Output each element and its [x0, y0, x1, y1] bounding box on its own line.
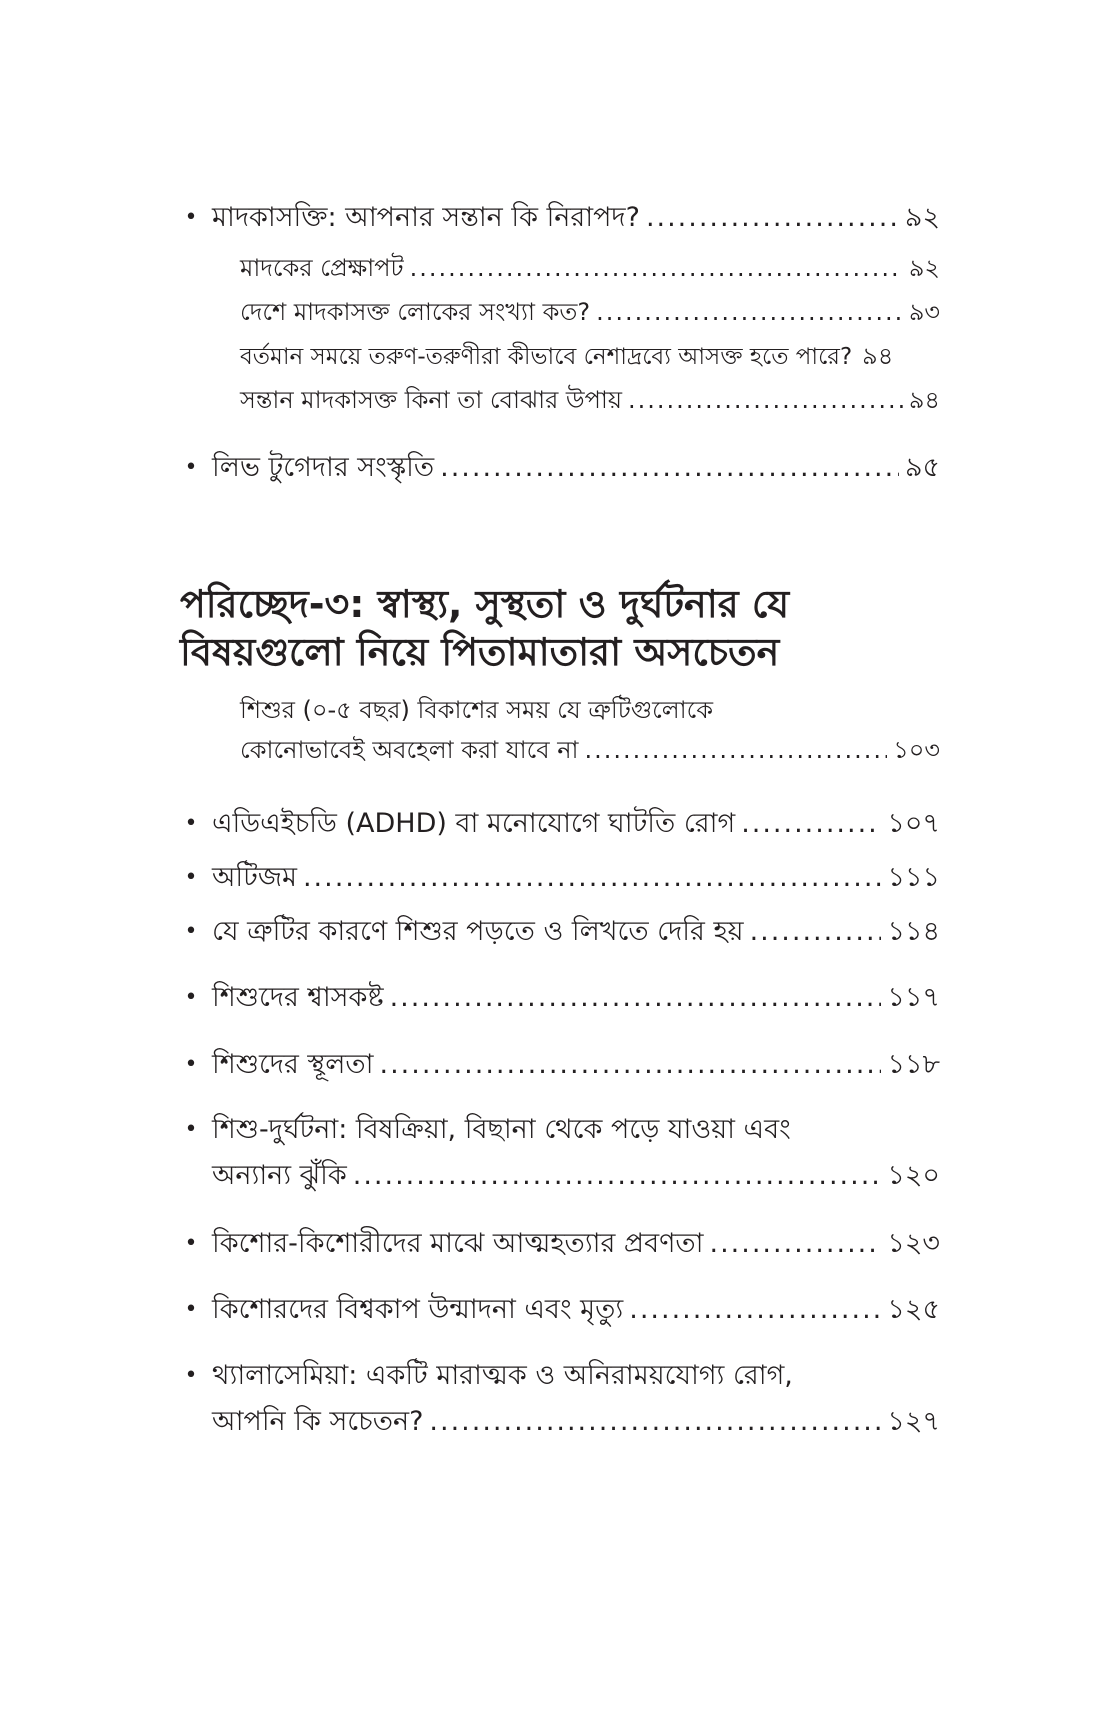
page-number: ৯৪	[908, 386, 940, 414]
toc-subentry	[240, 690, 940, 770]
entry-title: অটিজম	[212, 862, 297, 893]
entry-first-line: শিশু-দুর্ঘটনা: বিষক্রিয়া, বিছানা থেকে পড়ে যাওয়া এবং	[212, 1114, 791, 1145]
page-number: ১২৩	[887, 1228, 940, 1259]
leader-dots	[646, 198, 899, 238]
chapter-heading	[180, 580, 940, 676]
leader-dots	[380, 1045, 882, 1085]
leader-dots	[303, 858, 881, 898]
leader-dots	[750, 912, 882, 952]
bullet: •	[184, 985, 198, 1010]
toc-subentry	[240, 336, 940, 377]
page-number: ১২৭	[887, 1406, 940, 1437]
toc-entry	[180, 858, 940, 898]
leader-dots	[710, 1224, 882, 1264]
leader-dots	[629, 1290, 881, 1330]
toc-entry	[180, 1290, 940, 1330]
page-number: ৯২	[908, 254, 940, 282]
bullet: •	[184, 865, 198, 890]
entry-title: অন্যান্য ঝুঁকি	[212, 1160, 347, 1191]
entry-title: মাদকাসক্তি: আপনার সন্তান কি নিরাপদ?	[212, 202, 640, 233]
bullet: •	[184, 811, 198, 836]
entry-title: বর্তমান সময়ে তরুণ-তরুণীরা কীভাবে নেশাদ্রব্যে আসক্ত হতে পারে?	[240, 344, 853, 370]
toc-entry	[180, 1045, 940, 1085]
entry-title: কোনোভাবেই অবহেলা করা যাবে না	[240, 736, 579, 764]
leader-dots	[390, 978, 882, 1018]
entry-title: আপনি কি সচেতন?	[212, 1406, 424, 1437]
entry-title: এডিএইচডি (ADHD) বা মনোযোগে ঘাটতি রোগ	[212, 808, 736, 839]
entry-title: দেশে মাদকাসক্ত লোকের সংখ্যা কত?	[240, 298, 591, 326]
page-number: ১১১	[887, 862, 940, 893]
toc-entry	[180, 1110, 940, 1196]
page-number: ৯৪	[862, 342, 894, 370]
entry-title: মাদকের প্রেক্ষাপট	[240, 254, 404, 282]
toc-entry	[180, 1356, 940, 1442]
entry-title: যে ত্রুটির কারণে শিশুর পড়তে ও লিখতে দেরি হয়	[212, 916, 744, 947]
entry-title: সন্তান মাদকাসক্ত কিনা তা বোঝার উপায়	[240, 386, 623, 414]
entry-first-line: থ্যালাসেমিয়া: একটি মারাত্মক ও অনিরাময়যোগ্য রোগ,	[212, 1360, 793, 1391]
page-number: ১২৫	[887, 1294, 940, 1325]
leader-dots	[628, 380, 903, 420]
page-number: ১০৭	[887, 808, 940, 839]
bullet: •	[184, 455, 198, 480]
page-number: ১১৭	[887, 982, 940, 1013]
page-number: ৯৫	[904, 452, 940, 483]
page-number: ১১৮	[887, 1049, 940, 1080]
leader-dots	[440, 448, 899, 488]
toc-subentry	[240, 380, 940, 420]
leader-dots	[410, 248, 903, 288]
page-number: ৯২	[904, 202, 940, 233]
leader-dots	[585, 730, 888, 770]
toc-entry	[180, 978, 940, 1018]
leader-dots	[741, 804, 881, 844]
chapter-heading-line: পরিচ্ছেদ-৩: স্বাস্থ্য, সুস্থতা ও দুর্ঘটনার যে	[180, 582, 790, 626]
bullet: •	[184, 919, 198, 944]
bullet: •	[184, 1052, 198, 1077]
bullet: •	[184, 1231, 198, 1256]
page-number: ১০৩	[893, 736, 940, 764]
page-number: ১১৪	[887, 916, 940, 947]
leader-dots	[596, 292, 903, 332]
bullet: •	[184, 1117, 198, 1142]
entry-title: লিভ টুগেদার সংস্কৃতি	[212, 452, 435, 483]
page-number: ১২০	[887, 1160, 940, 1191]
bullet: •	[184, 1363, 198, 1388]
leader-dots	[353, 1156, 882, 1196]
entry-title: কিশোরদের বিশ্বকাপ উন্মাদনা এবং মৃত্যু	[212, 1294, 624, 1325]
toc-subentry	[240, 292, 940, 332]
toc-entry	[180, 912, 940, 952]
toc-subentry	[240, 248, 940, 288]
leader-dots	[429, 1402, 881, 1442]
entry-title: কিশোর-কিশোরীদের মাঝে আত্মহত্যার প্রবণতা	[212, 1228, 704, 1259]
toc-entry	[180, 198, 940, 238]
bullet: •	[184, 205, 198, 230]
entry-first-line: শিশুর (০-৫ বছর) বিকাশের সময় যে ত্রুটিগুলোকে	[240, 696, 714, 724]
toc-entry	[180, 448, 940, 488]
chapter-heading-line: বিষয়গুলো নিয়ে পিতামাতারা অসচেতন	[180, 630, 780, 674]
entry-title: শিশুদের শ্বাসকষ্ট	[212, 982, 384, 1013]
entry-title: শিশুদের স্থূলতা	[212, 1049, 374, 1080]
page-number: ৯৩	[908, 298, 940, 326]
bullet: •	[184, 1297, 198, 1322]
toc-entry	[180, 1224, 940, 1264]
toc-entry	[180, 804, 940, 844]
